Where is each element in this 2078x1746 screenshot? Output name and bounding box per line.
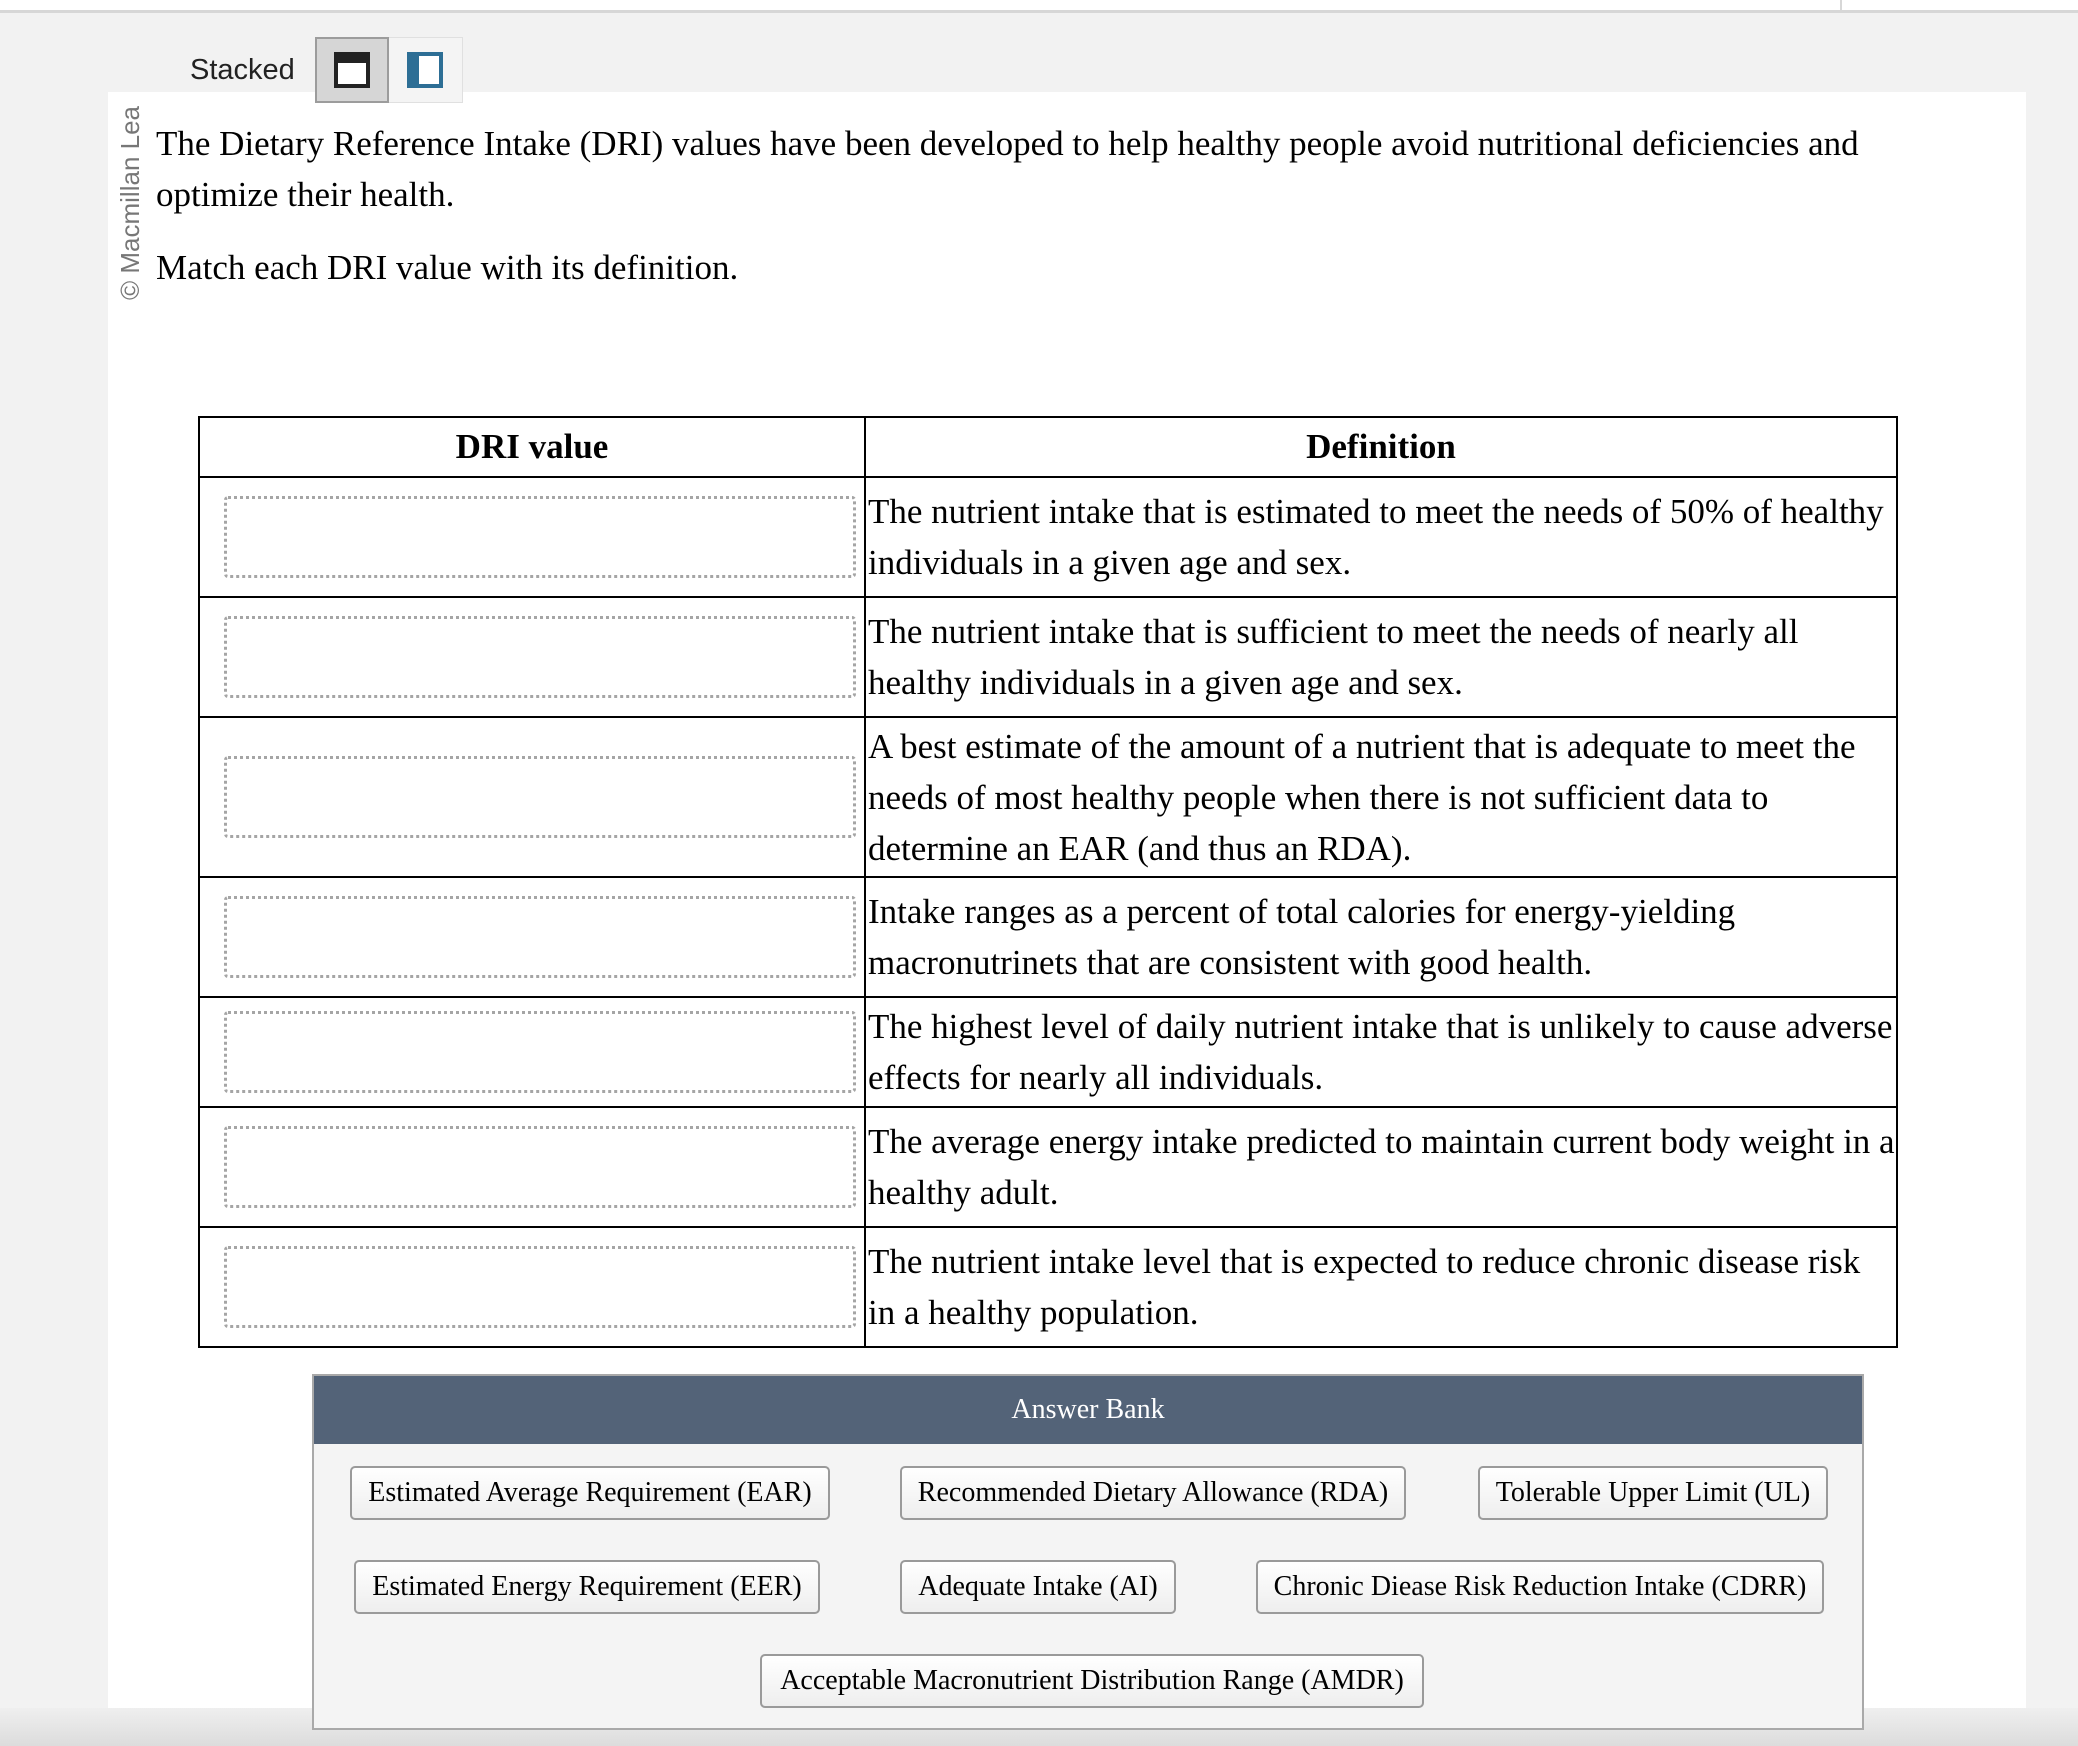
column-header-definition: Definition — [865, 417, 1897, 477]
view-toggle — [190, 36, 463, 104]
dri-value-cell — [199, 477, 865, 597]
window-icon — [333, 51, 371, 89]
table-row — [199, 1227, 1897, 1347]
definition-cell: The average energy intake predicted to maintain current body weight in a healthy adult. — [865, 1107, 1897, 1227]
table-row — [199, 997, 1897, 1107]
answer-chip-amdr[interactable]: Acceptable Macronutrient Distribution Range (AMDR) — [760, 1654, 1424, 1708]
drop-slot[interactable] — [224, 1246, 856, 1328]
definition-cell: The nutrient intake level that is expected to reduce chronic disease risk in a healthy population. — [865, 1227, 1897, 1347]
drop-slot[interactable] — [224, 1011, 856, 1093]
side-panel-icon — [406, 51, 444, 89]
copyright-label: © Macmillan Lea — [115, 105, 145, 300]
dri-value-cell — [199, 597, 865, 717]
drop-slot[interactable] — [224, 756, 856, 838]
answer-chip-ai[interactable]: Adequate Intake (AI) — [900, 1560, 1176, 1614]
answer-chip-ul[interactable]: Tolerable Upper Limit (UL) — [1478, 1466, 1828, 1520]
dri-value-cell — [199, 1227, 865, 1347]
matching-table — [198, 416, 1898, 1348]
side-panel-view-button[interactable] — [389, 37, 463, 103]
instruction-text: Match each DRI value with its definition. — [156, 248, 739, 287]
top-bar — [0, 0, 2078, 13]
answer-chip-eer[interactable]: Estimated Energy Requirement (EER) — [354, 1560, 820, 1614]
table-row — [199, 717, 1897, 877]
answer-chip-ear[interactable]: Estimated Average Requirement (EAR) — [350, 1466, 830, 1520]
answer-bank-title: Answer Bank — [314, 1376, 1862, 1444]
view-label: Stacked — [190, 53, 295, 86]
drop-slot[interactable] — [224, 1126, 856, 1208]
definition-cell: The nutrient intake that is estimated to meet the needs of 50% of healthy individuals in a given age and sex. — [865, 477, 1897, 597]
definition-cell: The highest level of daily nutrient intake that is unlikely to cause adverse effects for nearly all individuals. — [865, 997, 1897, 1107]
dri-value-cell — [199, 717, 865, 877]
answer-chip-cdrr[interactable]: Chronic Diease Risk Reduction Intake (CDRR) — [1256, 1560, 1824, 1614]
table-row — [199, 477, 1897, 597]
table-header-row — [199, 417, 1897, 477]
dri-value-cell — [199, 1107, 865, 1227]
column-header-dri-value: DRI value — [199, 417, 865, 477]
answer-bank — [312, 1374, 1864, 1730]
intro-paragraph: The Dietary Reference Intake (DRI) values have been developed to help healthy people avoid nutritional deficiencies and optimize their health. — [156, 124, 1859, 214]
drop-slot[interactable] — [224, 616, 856, 698]
drop-slot[interactable] — [224, 496, 856, 578]
definition-cell: A best estimate of the amount of a nutrient that is adequate to meet the needs of most healthy people when there is not sufficient data to determine an EAR (and thus an RDA). — [865, 717, 1897, 877]
top-bar-divider — [1840, 0, 1842, 10]
table-row — [199, 1107, 1897, 1227]
question-intro — [156, 118, 1916, 293]
answer-chip-rda[interactable]: Recommended Dietary Allowance (RDA) — [900, 1466, 1406, 1520]
dri-value-cell — [199, 997, 865, 1107]
stacked-view-button[interactable] — [315, 37, 389, 103]
table-row — [199, 877, 1897, 997]
definition-cell: Intake ranges as a percent of total calories for energy-yielding macronutrinets that are consistent with good health. — [865, 877, 1897, 997]
table-row — [199, 597, 1897, 717]
definition-cell: The nutrient intake that is sufficient to meet the needs of nearly all healthy individuals in a given age and sex. — [865, 597, 1897, 717]
drop-slot[interactable] — [224, 896, 856, 978]
dri-value-cell — [199, 877, 865, 997]
